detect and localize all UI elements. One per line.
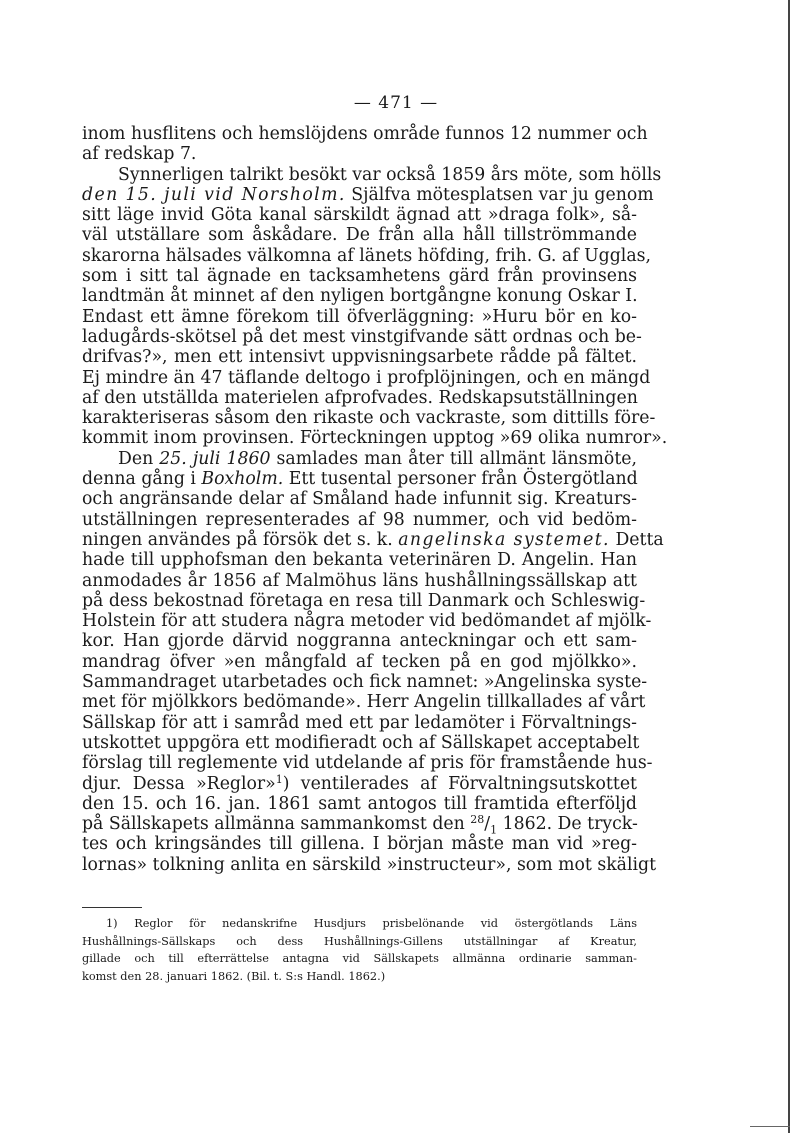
text-span: ) ventilerades af Förvaltningsutskottet (282, 773, 637, 794)
text-line: sitt läge invid Göta kanal särskildt ägnad att »draga folk», så- (82, 205, 637, 226)
date-month: 1 (490, 823, 498, 837)
text-line: utskottet uppgöra ett modifieradt och af Sällskapet acceptabelt (82, 732, 640, 753)
body-text (82, 124, 668, 875)
text-line: af redskap 7. (82, 144, 197, 165)
text-line: Holstein för att studera några metoder vid bedömandet af mjölk- (82, 611, 652, 632)
text-line: anmodades år 1856 af Malmöhus läns hushållningssällskap att (82, 570, 637, 591)
text-span: Detta (609, 529, 664, 550)
text-line (82, 774, 637, 794)
italic-date: 25. juli 1860 (159, 448, 271, 469)
text-line: kommit inom provinsen. Förteckningen upptog »69 olika numror». (82, 428, 668, 449)
scan-edge-line (788, 0, 790, 1133)
footnote-ref: 1 (275, 772, 283, 786)
date-slash: / (484, 814, 491, 835)
text-line: landtmän åt minnet af den nyligen bortgångne konung Oskar I. (82, 286, 638, 307)
footnote-line: komst den 28. januari 1862. (Bil. t. S:s Handl. 1862.) (82, 969, 386, 983)
text-line (82, 469, 637, 489)
text-line (82, 813, 638, 837)
date-day: 28 (470, 813, 485, 827)
text-span: denna gång i (82, 469, 202, 490)
text-line (82, 529, 664, 550)
footnote-text: Reglor för nedanskrifne Husdjurs prisbelönande vid östergötlands Läns (117, 917, 637, 930)
text-line: ladugårds-skötsel på det mest vinstgifvande sätt ordnas och be- (82, 326, 642, 347)
text-line: väl utställare som åskådare. De från alla håll tillströmmande (82, 225, 637, 246)
footnote-line: Hushållnings-Sällskaps och dess Hushållnings-Gillens utställningar af Kreatur, (82, 934, 637, 948)
text-line (82, 184, 654, 205)
text-line: Synnerligen talrikt besökt var också 1859 års möte, som hölls (118, 164, 662, 185)
text-line: den 15. och 16. jan. 1861 samt antogos till framtida efterföljd (82, 793, 637, 814)
italic-place: Boxholm. (201, 469, 284, 490)
text-line: på dess bekostnad företaga en resa till Danmark och Schleswig- (82, 590, 646, 611)
text-line: met för mjölkkors bedömande». Herr Angelin tillkallades af vårt (82, 692, 646, 713)
footnote-marker: 1) (106, 917, 118, 930)
page-number: — 471 — (353, 93, 439, 113)
text-span: 1862. De tryck- (497, 814, 638, 835)
text-line: förslag till reglemente vid utdelande af pris för framstående hus- (82, 753, 653, 774)
text-span: Ett tusental personer från Östergötland (283, 469, 638, 490)
text-line: kor. Han gjorde därvid noggranna anteckningar och ett sam- (82, 631, 637, 652)
footnote-divider (82, 907, 142, 908)
footnote-line (82, 915, 637, 933)
footnote-line: gillade och till efterrättelse antagna vid Sällskapets allmänna ordinarie samman- (82, 952, 637, 965)
text-line: mandrag öfver »en mångfald af tecken på en god mjölkko». (82, 651, 637, 672)
text-line: af den utställda materielen afprofvades. Redskapsutställningen (82, 387, 638, 408)
text-span: samlades man åter till allmänt länsmöte, (270, 448, 637, 469)
text-line: karakteriseras såsom den rikaste och vackraste, som dittills före- (82, 408, 656, 429)
text-span: på Sällskapets allmänna sammankomst den (82, 814, 471, 835)
text-line: Sällskap för att i samråd med ett par ledamöter i Förvaltnings- (82, 712, 637, 733)
text-line: Endast ett ämne förekom till öfverläggning: »Huru bör en ko- (82, 306, 637, 327)
italic-term: angelinska systemet. (398, 529, 610, 550)
footnote (82, 915, 637, 985)
text-line: inom husflitens och hemslöjdens område funnos 12 nummer och (82, 124, 648, 144)
text-span: Den (118, 448, 160, 469)
scan-edge-mark (750, 1126, 790, 1133)
text-line: skarorna hälsades välkomna af länets höfding, frih. G. af Ugglas, (82, 245, 651, 266)
text-line: lornas» tolkning anlita en särskild »instructeur», som mot skäligt (82, 854, 657, 875)
text-line: utställningen representerades af 98 nummer, och vid bedöm- (82, 509, 637, 530)
italic-date-place: den 15. juli vid Norsholm. (82, 184, 346, 205)
text-line: Ej mindre än 47 täflande deltogo i profplöjningen, och en mängd (82, 367, 651, 388)
text-line: Sammandraget utarbetades och fick namnet: »Angelinska syste- (82, 672, 648, 693)
text-span: djur. Dessa »Reglor» (82, 773, 276, 794)
text-span: Själfva mötesplatsen var ju genom (345, 184, 654, 205)
text-span: ningen användes på försök det s. k. (82, 529, 399, 550)
text-line (82, 449, 637, 469)
text-line: hade till upphofsman den bekanta veterinären D. Angelin. Han (82, 550, 637, 571)
text-line: tes och kringsändes till gillena. I början måste man vid »reg- (82, 834, 637, 855)
text-line: som i sitt tal ägnade en tacksamhetens gärd från provinsens (82, 266, 637, 287)
text-line: och angränsande delar af Småland hade infunnit sig. Kreaturs- (82, 489, 637, 510)
text-line: drifvas?», men ett intensivt uppvisningsarbete rådde på fältet. (82, 347, 637, 368)
